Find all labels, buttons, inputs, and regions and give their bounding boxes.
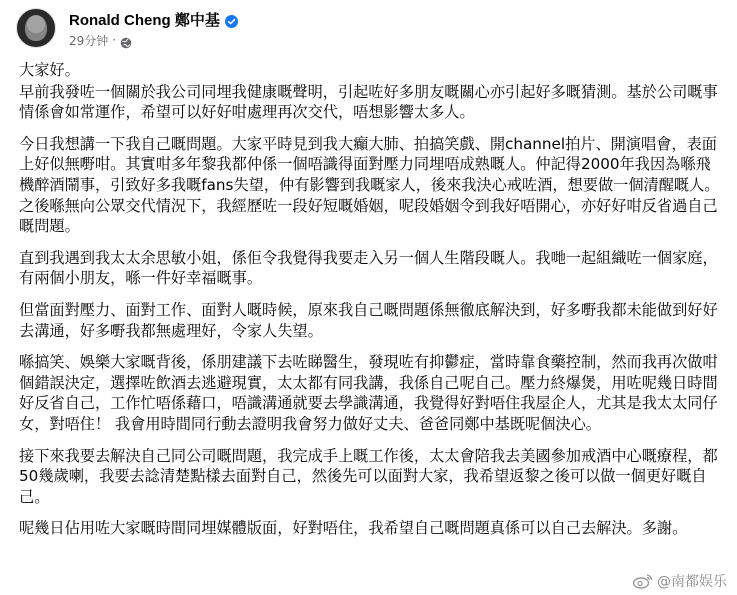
post-timestamp[interactable]: 29分钟 [69,33,109,48]
post-paragraph: 今日我想講一下我自己嘅問題。大家平時見到我大癲大肺、拍搞笑戲、開channel拍片、開演唱會，表面上好似無嘢咁。其實咁多年黎我都仲係一個唔識得面對壓力同埋唔成熟嘅人。仲記得2000年我因為喺飛機醉酒鬧事，引致好多我嘅fans失望，仲有影響到我嘅家人，後來我決心戒咗酒，想要做一個清醒嘅人。之後喺無向公眾交代情況下，我經歷咗一段好短嘅婚姻，呢段婚姻令到我好唔開心，亦好好咁反省過自己嘅問題。 [19,134,720,236]
post-body [19,60,723,550]
watermark-text: @南都娱乐 [657,574,727,590]
globe-icon[interactable] [120,34,132,46]
post-paragraph: 接下來我要去解決自己同公司嘅問題，我完成手上嘅工作後，太太會陪我去美國參加戒酒中心嘅療程，都50幾歲喇，我要去諗清楚點樣去面對自己，然後先可以面對大家，我希望返黎之後可以做一個更好嘅自己。 [19,446,718,506]
author-name[interactable]: Ronald Cheng 鄭中基 [69,11,220,29]
post-paragraph: 但當面對壓力、面對工作、面對人嘅時候，原來我自己嘅問題係無徹底解決到，好多嘢我都未能做到好好去溝通，好多嘢我都無處理好，令家人失望。 [19,300,718,340]
verified-badge-icon [225,13,238,26]
post-paragraph: 直到我遇到我太太余思敏小姐，係佢令我覺得我要走入另一個人生階段嘅人。我哋一起組織咗一個家庭，有兩個小朋友，喺一件好幸福嘅事。 [19,248,718,288]
timestamp-row [69,33,238,47]
post-meta [69,9,238,47]
watermark [633,571,727,591]
post-paragraph: 早前我發咗一個關於我公司同埋我健康嘅聲明，引起咗好多朋友嘅關心亦引起好多嘅猜測。基於公司嘅事情係會如常運作，希望可以好好咁處理再次交代，唔想影響太多人。 [19,82,718,122]
author-row [69,9,238,29]
weibo-logo-icon [633,573,653,589]
post-paragraph: 喺搞笑、娛樂大家嘅背後，係朋建議下去咗睇醫生，發現咗有抑鬱症，當時靠食藥控制，然而我再次做咁個錯誤決定，選擇咗飲酒去逃避現實，太太都有同我講，我係自己呢自己。壓力終爆煲，用咗呢幾日時間好反省自己，工作忙唔係藉口，唔識溝通就要去學識溝通，我覺得好對唔住我屋企人，尤其是我太太同仔女，對唔住！ 我會用時間同行動去證明我會努力做好丈夫、爸爸同鄭中基既呢個決心。 [19,353,718,433]
post-header [16,6,238,50]
separator-dot: · [112,33,117,47]
avatar[interactable] [16,8,56,48]
post-paragraph: 呢幾日佔用咗大家嘅時間同埋媒體版面，好對唔住，我希望自己嘅問題真係可以自己去解決。多謝。 [19,519,688,538]
post-greeting: 大家好。 [19,61,80,79]
